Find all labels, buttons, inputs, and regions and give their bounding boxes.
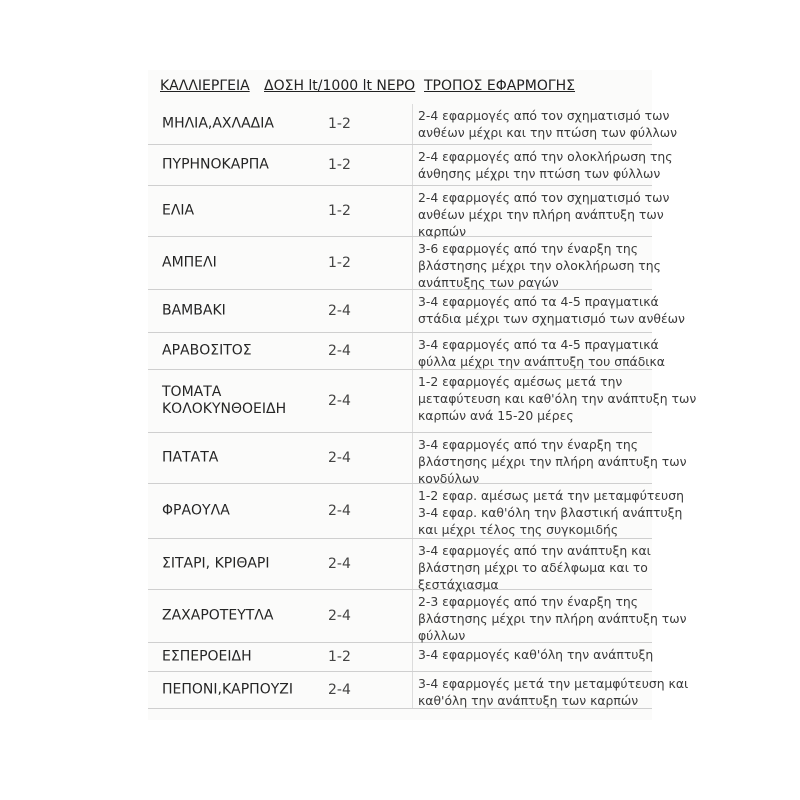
application-method	[418, 240, 661, 291]
method-line: 3-6 εφαρμογές από την έναρξη της	[418, 241, 639, 256]
method-line: ξεστάχιασμα	[418, 577, 499, 592]
method-line: καρπών ανά 15-20 μέρες	[418, 408, 574, 423]
table-row	[148, 484, 684, 539]
column-divider	[412, 672, 413, 708]
dose-value: 1-2	[328, 255, 351, 271]
crop-name: ΠΥΡΗΝΟΚΑΡΠΑ	[162, 156, 269, 173]
column-divider	[412, 539, 413, 589]
dose-value: 2-4	[328, 303, 351, 319]
dose-value: 1-2	[328, 116, 351, 132]
crop-name: ΕΣΠΕΡΟΕΙΔΗ	[162, 648, 252, 665]
method-line: 3-4 εφαρμογές από την ανάπτυξη και	[418, 543, 651, 558]
crop-name: ΜΗΛΙΑ,ΑΧΛΑΔΙΑ	[162, 115, 274, 132]
dose-value: 2-4	[328, 503, 351, 519]
method-line: κονδύλων	[418, 471, 480, 486]
crop-name: ΑΜΠΕΛΙ	[162, 254, 217, 271]
method-line: βλάστησης μέχρι την ολοκλήρωση της	[418, 258, 661, 273]
column-divider	[412, 333, 413, 369]
method-line: βλάστηση μέχρι το αδέλφωμα και το	[418, 560, 648, 575]
method-line: ανάπτυξης των ραγών	[418, 275, 559, 290]
method-line: βλάστησης μέχρι την πλήρη ανάπτυξη των	[418, 454, 687, 469]
application-method	[418, 293, 685, 327]
method-line: στάδια μέχρι των σχηματισμό των ανθέων	[418, 311, 685, 326]
crop-name: ΤΟΜΑΤΑ ΚΟΛΟΚΥΝΘΟΕΙΔΗ	[162, 384, 287, 417]
column-divider	[412, 590, 413, 642]
dose-value: 2-4	[328, 556, 351, 572]
method-line: ανθέων μέχρι την πλήρη ανάπτυξη των	[418, 207, 664, 222]
method-line: καρπών	[418, 224, 467, 239]
dose-value: 2-4	[328, 343, 351, 359]
crop-name: ΕΛΙΑ	[162, 202, 195, 219]
method-line: 2-4 εφαρμογές από την ολοκλήρωση της	[418, 149, 673, 164]
table-row	[148, 104, 678, 145]
column-divider	[412, 643, 413, 671]
crop-name: ΒΑΜΒΑΚΙ	[162, 302, 226, 319]
dose-value: 2-4	[328, 682, 351, 698]
dose-value: 2-4	[328, 450, 351, 466]
method-line: 2-3 εφαρμογές από την έναρξη της	[418, 594, 639, 609]
application-method	[418, 542, 654, 593]
method-line: και μέχρι τέλος της συγκομιδής	[418, 522, 619, 537]
table-row	[148, 237, 661, 290]
method-line: 2-4 εφαρμογές από τον σχηματισμό των	[418, 190, 670, 205]
column-divider	[412, 237, 413, 289]
application-method	[418, 646, 654, 663]
crop-name: ΦΡΑΟΥΛΑ	[162, 502, 230, 519]
crop-name: ΠΕΠΟΝΙ,ΚΑΡΠΟΥΖΙ	[162, 681, 293, 698]
method-line: ανθέων μέχρι και την πτώση των φύλλων	[418, 125, 678, 140]
header-crop: ΚΑΛΛΙΕΡΓΕΙΑ	[160, 78, 250, 94]
application-method	[418, 107, 678, 141]
crop-name: ΠΑΤΑΤΑ	[162, 449, 219, 466]
table-row	[148, 333, 665, 370]
header-method: ΤΡΟΠΟΣ ΕΦΑΡΜΟΓΗΣ	[424, 78, 576, 94]
method-line: καθ'όλη την ανάπτυξη των καρπών	[418, 693, 639, 708]
application-method	[418, 189, 670, 240]
column-divider	[412, 370, 413, 432]
dose-value: 1-2	[328, 203, 351, 219]
application-method	[418, 373, 697, 424]
method-line: 2-4 εφαρμογές από τον σχηματισμό των	[418, 108, 670, 123]
crop-name: ΑΡΑΒΟΣΙΤΟΣ	[162, 342, 252, 359]
table-row	[148, 672, 689, 709]
column-divider	[412, 104, 413, 144]
method-line: φύλλα μέχρι την ανάπτυξη του σπάδικα	[418, 354, 665, 369]
application-method	[418, 593, 687, 644]
method-line: 3-4 εφαρμογές καθ'όλη την ανάπτυξη	[418, 647, 654, 662]
dose-value: 1-2	[328, 157, 351, 173]
method-line: φύλλων	[418, 628, 466, 643]
dose-value: 1-2	[328, 649, 351, 665]
column-divider	[412, 433, 413, 483]
table-row	[148, 643, 652, 672]
column-divider	[412, 484, 413, 538]
method-line: 3-4 εφαρμογές από τα 4-5 πραγματικά	[418, 337, 659, 352]
method-line: βλάστησης μέχρι την πλήρη ανάπτυξη των	[418, 611, 687, 626]
method-line: 1-2 εφαρμογές αμέσως μετά την	[418, 374, 623, 389]
table-row	[148, 145, 673, 186]
method-line: άνθησης μέχρι την πτώση των φύλλων	[418, 166, 661, 181]
table-row	[148, 186, 670, 239]
application-method	[418, 436, 687, 487]
application-method	[418, 675, 689, 709]
application-method	[418, 148, 673, 182]
column-divider	[412, 290, 413, 332]
method-line: 3-4 εφαρμογές μετά την μεταμφύτευση και	[418, 676, 689, 691]
application-method	[418, 336, 665, 370]
application-method	[418, 487, 684, 538]
method-line: 1-2 εφαρ. αμέσως μετά την μεταμφύτευση	[418, 488, 684, 503]
header-dose: ΔΟΣΗ lt/1000 lt ΝΕΡΟ	[264, 78, 416, 94]
table-row	[148, 290, 685, 333]
method-line: μεταφύτευση και καθ'όλη την ανάπτυξη των	[418, 391, 697, 406]
table-row	[148, 370, 697, 433]
dose-value: 2-4	[328, 608, 351, 624]
column-divider	[412, 145, 413, 185]
table-row	[148, 539, 652, 590]
crop-name: ΖΑΧΑΡΟΤΕΥΤΛΑ	[162, 607, 274, 624]
method-line: 3-4 εφαρ. καθ'όλη την βλαστική ανάπτυξη	[418, 505, 683, 520]
column-divider	[412, 186, 413, 236]
method-line: 3-4 εφαρμογές από τα 4-5 πραγματικά	[418, 294, 659, 309]
crop-name: ΣΙΤΑΡΙ, ΚΡΙΘΑΡΙ	[162, 555, 270, 572]
table-row	[148, 590, 687, 643]
dose-value: 2-4	[328, 393, 351, 409]
table-row	[148, 433, 687, 486]
dosage-table	[148, 104, 697, 709]
method-line: 3-4 εφαρμογές από την έναρξη της	[418, 437, 639, 452]
